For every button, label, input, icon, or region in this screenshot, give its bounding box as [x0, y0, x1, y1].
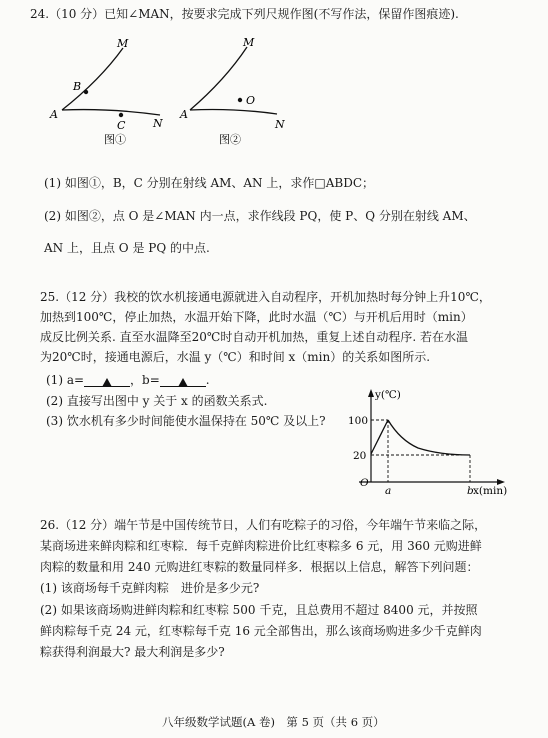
q25-sub3: (3) 饮水机有多少时间能使水温保持在 50℃ 及以上?: [46, 414, 326, 428]
fig1-label-N: N: [153, 117, 163, 130]
q25-sub1-end: .: [205, 373, 210, 387]
q24-part1: (1) 如图①，B，C 分别在射线 AM、AN 上，求作□ABDC；: [44, 176, 375, 190]
figure-2-drawing: [179, 36, 285, 146]
figure-1-drawing: [49, 37, 163, 146]
graph-xlabel: x(min): [473, 485, 508, 497]
fig2-label-M: M: [243, 36, 255, 49]
q26-line7: 粽获得利润最大? 最大利润是多少?: [40, 645, 225, 659]
fig1-label-A: A: [50, 108, 58, 121]
q25-sub1: [46, 372, 210, 388]
fig1-label-B: B: [73, 80, 82, 93]
fig1-caption: 图①: [104, 133, 126, 146]
q24-part2-line1: (2) 如图②，点 O 是∠MAN 内一点，求作线段 PQ，使 P、Q 分别在射线 AM、: [44, 209, 476, 223]
q25-line4: 为20℃时，接通电源后，水温 y（℃）和时间 x（min）的关系如图所示.: [40, 350, 431, 364]
q25-sub1-prefix: (1) a=: [46, 373, 85, 387]
q26-line5: (2) 如果该商场购进鲜肉粽和红枣粽 500 千克，且总费用不超过 8400 元，并按照: [40, 603, 478, 617]
fig2-label-O: O: [246, 94, 256, 107]
q25-line1: 25.（12 分）我校的饮水机接通电源就进入自动程序，开机加热时每分钟上升10℃，: [40, 290, 491, 304]
fig2-caption: 图②: [219, 133, 241, 146]
q26-line2: 某商场进来鲜肉粽和红枣粽．每千克鲜肉粽进价比红枣粽多 6 元，用 360 元购进鲜: [40, 539, 482, 553]
answer-blank-a[interactable]: [84, 374, 130, 387]
q24-header: 24.（10 分）已知∠MAN，按要求完成下列尺规作图(不写作法，保留作图痕迹).: [30, 7, 459, 21]
fig1-label-C: C: [117, 119, 126, 132]
graph-ylabel: y(℃): [375, 389, 401, 401]
page-footer: 八年级数学试题(A 卷) 第 5 页（共 6 页）: [162, 715, 385, 729]
q26-line6: 鲜肉粽每千克 24 元，红枣粽每千克 16 元全部售出，那么该商场购进多少千克鲜肉: [40, 624, 482, 638]
q26-line1: 26.（12 分）端午节是中国传统节日，人们有吃粽子的习俗，今年端午节来临之际，: [40, 518, 487, 532]
graph-origin: O: [360, 477, 369, 489]
graph-xb: b: [467, 485, 474, 497]
q25-line2: 加热到100℃，停止加热，水温开始下降，此时水温（℃）与开机后用时（min）: [40, 310, 473, 324]
fig2-label-A: A: [180, 108, 188, 121]
answer-blank-b[interactable]: [160, 374, 206, 387]
q25-sub1-mid: ，b=: [130, 373, 160, 387]
q24-part2-line2: AN 上，且点 O 是 PQ 的中点.: [44, 241, 210, 255]
q25-line3: 成反比例关系. 直至水温降至20℃时自动开机加热，重复上述自动程序. 若在水温: [40, 330, 468, 344]
q26-line3: 肉粽的数量和用 240 元购进红枣粽的数量同样多．根据以上信息，解答下列问题：: [40, 560, 479, 574]
graph-xa: a: [385, 485, 392, 497]
q26-line4: (1) 该商场每千克鲜肉粽 进价是多少元?: [40, 581, 260, 595]
q25-sub2: (2) 直接写出图中 y 关于 x 的函数关系式.: [46, 394, 268, 408]
triangle-icon: [102, 378, 112, 387]
triangle-icon: [178, 378, 188, 387]
fig1-label-M: M: [117, 37, 129, 50]
graph-y100: 100: [348, 415, 369, 427]
graph-y20: 20: [353, 450, 367, 462]
fig2-label-N: N: [275, 118, 285, 131]
temperature-graph: [348, 389, 507, 497]
